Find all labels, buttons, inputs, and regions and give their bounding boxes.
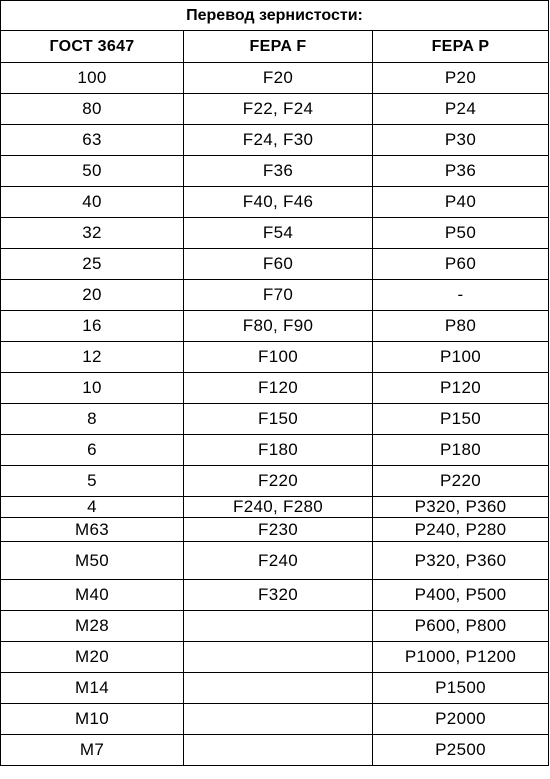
fepa-p-value: P240, P280: [373, 518, 549, 542]
gost-value: M14: [1, 673, 184, 704]
fepa-p-value: P24: [373, 94, 549, 125]
table-title: Перевод зернистости:: [1, 1, 549, 31]
table-row: [1, 63, 549, 94]
fepa-p-value: P50: [373, 218, 549, 249]
fepa-p-value: P2000: [373, 704, 549, 735]
table-body: [1, 63, 549, 766]
fepa-f-value: F54: [184, 218, 373, 249]
gost-value: M7: [1, 735, 184, 766]
table-row: [1, 673, 549, 704]
fepa-f-value: F220: [184, 466, 373, 497]
gost-value: 100: [1, 63, 184, 94]
fepa-f-value: [184, 704, 373, 735]
fepa-f-value: [184, 642, 373, 673]
fepa-p-value: P60: [373, 249, 549, 280]
table-row: [1, 249, 549, 280]
header-gost: ГОСТ 3647: [1, 31, 184, 63]
fepa-f-value: F180: [184, 435, 373, 466]
table-row: [1, 518, 549, 542]
fepa-f-value: [184, 673, 373, 704]
table-row: [1, 735, 549, 766]
fepa-f-value: F120: [184, 373, 373, 404]
table-row: [1, 125, 549, 156]
fepa-p-value: P120: [373, 373, 549, 404]
title-row: [1, 1, 549, 31]
fepa-p-value: P80: [373, 311, 549, 342]
fepa-p-value: P150: [373, 404, 549, 435]
fepa-p-value: P320, P360: [373, 497, 549, 518]
fepa-f-value: F240, F280: [184, 497, 373, 518]
fepa-p-value: P1500: [373, 673, 549, 704]
table-row: [1, 187, 549, 218]
fepa-p-value: P1000, P1200: [373, 642, 549, 673]
gost-value: M63: [1, 518, 184, 542]
table-row: [1, 611, 549, 642]
gost-value: 80: [1, 94, 184, 125]
fepa-f-value: F20: [184, 63, 373, 94]
gost-value: 50: [1, 156, 184, 187]
table-row: [1, 311, 549, 342]
fepa-f-value: F22, F24: [184, 94, 373, 125]
fepa-f-value: F60: [184, 249, 373, 280]
fepa-p-value: P400, P500: [373, 580, 549, 611]
table-row: [1, 466, 549, 497]
gost-value: 10: [1, 373, 184, 404]
table-row: [1, 156, 549, 187]
fepa-f-value: F320: [184, 580, 373, 611]
gost-value: 40: [1, 187, 184, 218]
table-row: [1, 342, 549, 373]
header-fepa-f: FEPA F: [184, 31, 373, 63]
gost-value: 6: [1, 435, 184, 466]
fepa-p-value: P320, P360: [373, 542, 549, 580]
gost-value: 12: [1, 342, 184, 373]
fepa-f-value: F40, F46: [184, 187, 373, 218]
gost-value: M40: [1, 580, 184, 611]
gost-value: M50: [1, 542, 184, 580]
fepa-f-value: F80, F90: [184, 311, 373, 342]
fepa-p-value: P220: [373, 466, 549, 497]
gost-value: 25: [1, 249, 184, 280]
gost-value: 63: [1, 125, 184, 156]
fepa-p-value: P600, P800: [373, 611, 549, 642]
gost-value: M10: [1, 704, 184, 735]
table-row: [1, 373, 549, 404]
header-row: [1, 31, 549, 63]
gost-value: 32: [1, 218, 184, 249]
fepa-f-value: [184, 735, 373, 766]
fepa-f-value: F230: [184, 518, 373, 542]
table-row: [1, 280, 549, 311]
fepa-p-value: P30: [373, 125, 549, 156]
gost-value: M28: [1, 611, 184, 642]
fepa-f-value: [184, 611, 373, 642]
table-row: [1, 435, 549, 466]
fepa-p-value: P180: [373, 435, 549, 466]
fepa-f-value: F70: [184, 280, 373, 311]
gost-value: 20: [1, 280, 184, 311]
table-row: [1, 542, 549, 580]
table-row: [1, 704, 549, 735]
table-row: [1, 497, 549, 518]
fepa-f-value: F100: [184, 342, 373, 373]
gost-value: 5: [1, 466, 184, 497]
fepa-f-value: F240: [184, 542, 373, 580]
fepa-p-value: -: [373, 280, 549, 311]
header-fepa-p: FEPA P: [373, 31, 549, 63]
fepa-p-value: P100: [373, 342, 549, 373]
table-row: [1, 580, 549, 611]
gost-value: M20: [1, 642, 184, 673]
fepa-f-value: F150: [184, 404, 373, 435]
gost-value: 4: [1, 497, 184, 518]
table-row: [1, 94, 549, 125]
fepa-p-value: P36: [373, 156, 549, 187]
table-row: [1, 218, 549, 249]
fepa-f-value: F24, F30: [184, 125, 373, 156]
table-row: [1, 404, 549, 435]
fepa-p-value: P20: [373, 63, 549, 94]
gost-value: 8: [1, 404, 184, 435]
table-row: [1, 642, 549, 673]
fepa-f-value: F36: [184, 156, 373, 187]
fepa-p-value: P2500: [373, 735, 549, 766]
gost-value: 16: [1, 311, 184, 342]
fepa-p-value: P40: [373, 187, 549, 218]
